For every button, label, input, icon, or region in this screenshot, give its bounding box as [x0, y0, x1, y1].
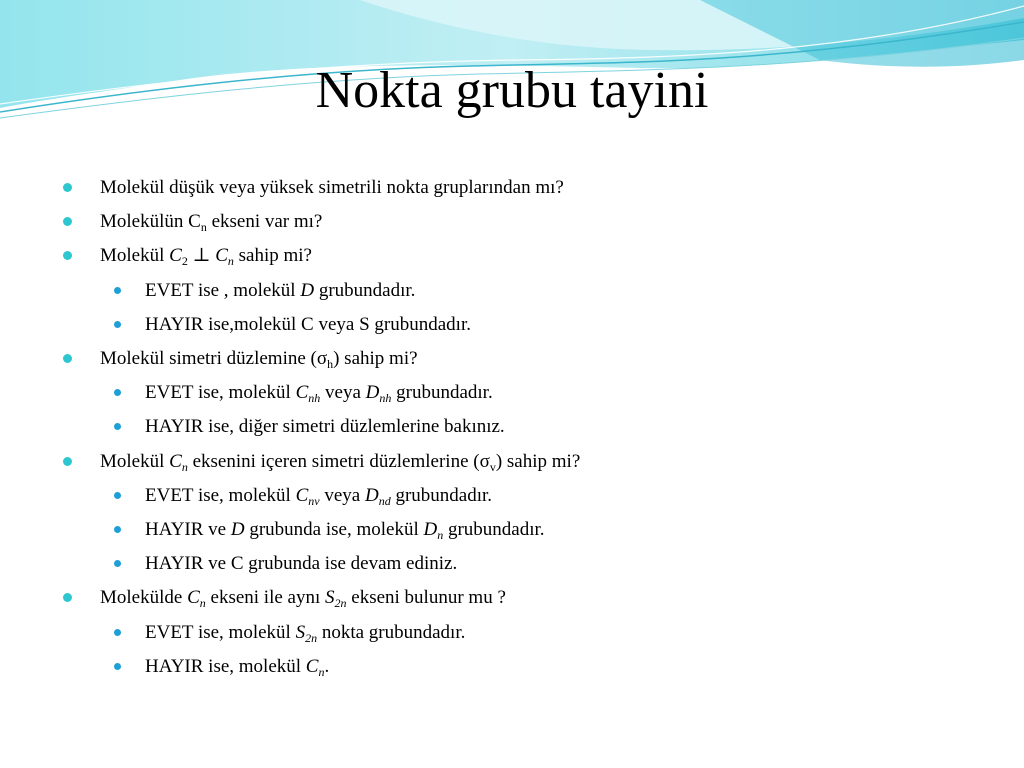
- bullet-item: [100, 583, 506, 613]
- bullet-dot-icon: [63, 183, 72, 192]
- bullet-text-segment: ) sahip mi?: [333, 348, 418, 369]
- bullet-text-segment: n: [181, 460, 188, 474]
- bullet-text-segment: S: [325, 587, 335, 608]
- bullet-text-segment: eksenini içeren simetri düzlemlerine (σ: [187, 451, 490, 472]
- bullet-text-segment: nh: [379, 391, 392, 405]
- bullet-text-segment: nd: [378, 494, 391, 508]
- bullet-text-segment: n: [318, 665, 325, 679]
- sub-bullet-item: [145, 515, 545, 545]
- sub-bullet-item: [145, 618, 465, 648]
- bullet-text-segment: Molekül simetri düzlemine (σ: [100, 348, 328, 369]
- bullet-text-segment: Molekül düşük veya yüksek simetrili nokta gruplarından mı?: [100, 177, 564, 198]
- bullet-text-segment: .: [324, 656, 330, 677]
- bullet-dot-icon: [63, 251, 72, 260]
- bullet-text-segment: nv: [308, 494, 320, 508]
- bullet-text-segment: D: [423, 519, 438, 540]
- bullet-text-segment: C: [169, 245, 182, 266]
- bullet-text-segment: n: [227, 254, 234, 268]
- bullet-text-segment: n: [200, 220, 207, 234]
- bullet-text-segment: D: [300, 280, 315, 301]
- bullet-text-segment: grubundadır.: [391, 382, 493, 403]
- bullet-text-segment: grubundadır.: [314, 280, 416, 301]
- bullet-text-segment: D: [365, 382, 380, 403]
- bullet-text-segment: nh: [308, 391, 321, 405]
- bullet-text-segment: EVET ise, molekül: [145, 622, 296, 643]
- bullet-text-segment: HAYIR ise, diğer simetri düzlemlerine bakınız.: [145, 416, 505, 437]
- sub-bullet-dot-icon: [114, 423, 121, 430]
- bullet-text-segment: v: [489, 460, 496, 474]
- bullet-dot-icon: [63, 354, 72, 363]
- bullet-text-segment: Molekül: [100, 451, 170, 472]
- sub-bullet-dot-icon: [114, 287, 121, 294]
- slide-title: Nokta grubu tayini: [315, 62, 709, 119]
- sub-bullet-dot-icon: [114, 560, 121, 567]
- sub-bullet-dot-icon: [114, 389, 121, 396]
- bullet-text-segment: ekseni ile aynı: [205, 587, 326, 608]
- bullet-text-segment: EVET ise, molekül: [145, 382, 296, 403]
- bullet-text-segment: HAYIR ve: [145, 519, 231, 540]
- sub-bullet-dot-icon: [114, 663, 121, 670]
- bullet-text-segment: ekseni var mı?: [206, 211, 323, 232]
- bullet-text-segment: veya: [319, 485, 365, 506]
- bullet-text-segment: 2n: [334, 596, 347, 610]
- bullet-text-segment: D: [364, 485, 379, 506]
- bullet-item: [100, 344, 418, 374]
- bullet-text-segment: nokta grubundadır.: [317, 622, 466, 643]
- bullet-text-segment: ekseni bulunur mu ?: [346, 587, 506, 608]
- sub-bullet-item: [145, 412, 505, 442]
- bullet-text-segment: C: [169, 451, 182, 472]
- bullet-dot-icon: [63, 457, 72, 466]
- bullet-text-segment: ) sahip mi?: [495, 451, 581, 472]
- bullet-text-segment: C: [295, 382, 309, 403]
- sub-bullet-dot-icon: [114, 321, 121, 328]
- sub-bullet-dot-icon: [114, 526, 121, 533]
- sub-bullet-dot-icon: [114, 629, 121, 636]
- sub-bullet-item: [145, 549, 457, 579]
- bullet-item: [100, 447, 580, 477]
- bullet-item: [100, 241, 312, 271]
- sub-bullet-dot-icon: [114, 492, 121, 499]
- sub-bullet-item: [145, 652, 329, 682]
- bullet-text-segment: n: [199, 596, 206, 610]
- sub-bullet-item: [145, 276, 415, 306]
- bullet-text-segment: 2: [181, 254, 188, 268]
- sub-bullet-item: [145, 310, 471, 340]
- bullet-text-segment: HAYIR ise, molekül: [145, 656, 306, 677]
- bullet-text-segment: grubunda ise, molekül: [244, 519, 424, 540]
- bullet-text-segment: C: [215, 245, 228, 266]
- bullet-text-segment: EVET ise, molekül: [145, 485, 296, 506]
- bullet-text-segment: C: [187, 587, 200, 608]
- bullet-text-segment: grubundadır.: [390, 485, 493, 506]
- bullet-text-segment: h: [327, 357, 334, 371]
- bullet-text-segment: n: [437, 528, 444, 542]
- bullet-dot-icon: [63, 217, 72, 226]
- bullet-item: [100, 207, 322, 237]
- bullet-text-segment: S: [295, 622, 306, 643]
- bullet-text-segment: C: [295, 485, 309, 506]
- sub-bullet-item: [145, 378, 493, 408]
- bullet-text-segment: grubundadır.: [443, 519, 545, 540]
- bullet-text-segment: veya: [320, 382, 366, 403]
- bullet-text-segment: Molekülün C: [100, 211, 201, 232]
- bullet-text-segment: Molekülde: [100, 587, 188, 608]
- bullet-text-segment: ⊥: [187, 245, 216, 266]
- bullet-text-segment: C: [305, 656, 319, 677]
- bullet-text-segment: HAYIR ise,molekül C veya S grubundadır.: [145, 314, 471, 335]
- bullet-item: [100, 173, 564, 203]
- bullet-text-segment: EVET ise , molekül: [145, 280, 301, 301]
- bullet-text-segment: sahip mi?: [233, 245, 312, 266]
- sub-bullet-item: [145, 481, 492, 511]
- bullet-text-segment: D: [230, 519, 245, 540]
- bullet-text-segment: 2n: [305, 631, 318, 645]
- bullet-text-segment: Molekül: [100, 245, 170, 266]
- bullet-text-segment: HAYIR ve C grubunda ise devam ediniz.: [145, 553, 458, 574]
- bullet-dot-icon: [63, 593, 72, 602]
